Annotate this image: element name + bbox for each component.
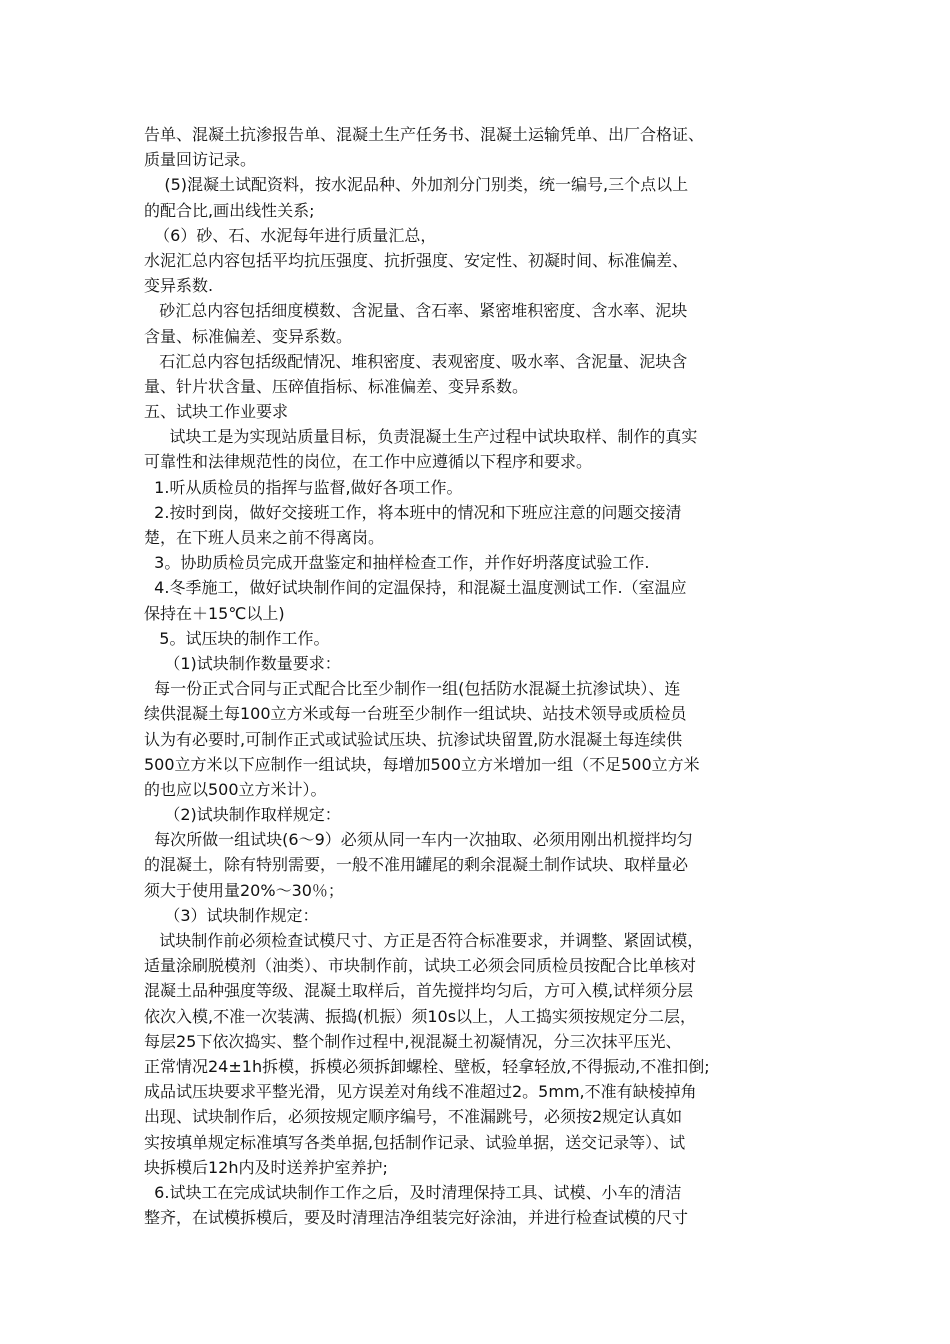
text-line: （3）试块制作规定：: [144, 905, 319, 925]
text-line: 2.按时到岗，做好交接班工作，将本班中的情况和下班应注意的问题交接清: [144, 502, 682, 522]
text-line: 可靠性和法律规范性的岗位，在工作中应遵循以下程序和要求。: [144, 452, 593, 472]
text-line: 每一份正式合同与正式配合比至少制作一组(包括防水混凝土抗渗试块）、连: [144, 679, 681, 699]
text-line: 成品试压块要求平整光滑，见方误差对角线不准超过2。5mm,不准有缺棱掉角: [144, 1082, 697, 1102]
text-line: 块拆模后12h内及时送养护室养护;: [144, 1157, 388, 1177]
text-line: 整齐，在试模拆模后，要及时清理洁净组装完好涂油，并进行检查试模的尺寸: [144, 1208, 689, 1228]
text-line: 量、针片状含量、压碎值指标、标准偏差、变异系数。: [144, 376, 529, 396]
text-line: 的也应以500立方米计）。: [144, 779, 327, 799]
text-line: 出现、试块制作后，必须按规定顺序编号，不准漏跳号，必须按2规定认真如: [144, 1107, 683, 1127]
text-line: 保持在＋15℃以上): [144, 603, 285, 623]
text-line: 3。协助质检员完成开盘鉴定和抽样检查工作，并作好坍落度试验工作.: [144, 553, 650, 573]
text-line: 5。试压块的制作工作。: [144, 628, 330, 648]
text-line: 每层25下依次捣实、整个制作过程中,视混凝土初凝情况，分三次抹平压光、: [144, 1031, 682, 1051]
text-line: （2)试块制作取样规定：: [144, 805, 341, 825]
text-line: (5)混凝土试配资料，按水泥品种、外加剂分门别类，统一编号,三个点以上: [144, 175, 689, 195]
text-line: 500立方米以下应制作一组试块，每增加500立方米增加一组（不足500立方米: [144, 754, 700, 774]
text-line: 试块工是为实现站质量目标，负责混凝土生产过程中试块取样、制作的真实: [144, 427, 698, 447]
text-line: （1)试块制作数量要求：: [144, 653, 341, 673]
text-line: 试块制作前必须检查试模尺寸、方正是否符合标准要求，并调整、紧固试模，: [144, 931, 704, 950]
text-line: 依次入模,不准一次装满、振捣(机振）须10s以上，人工捣实须按规定分二层，: [144, 1006, 697, 1026]
text-line: 告单、混凝土抗渗报告单、混凝土生产任务书、混凝土运输凭单、出厂合格证、: [144, 125, 705, 144]
text-line: 1.听从质检员的指挥与监督,做好各项工作。: [144, 477, 463, 497]
document-body: [144, 122, 814, 1230]
text-line: 质量回访记录。: [144, 150, 257, 170]
text-line: 须大于使用量20%～30％；: [144, 880, 344, 900]
text-line: （6）砂、石、水泥每年进行质量汇总，: [144, 225, 437, 245]
text-line: 砂汇总内容包括细度模数、含泥量、含石率、紧密堆积密度、含水率、泥块: [144, 301, 688, 321]
text-line: 混凝土品种强度等级、混凝土取样后，首先搅拌均匀后，方可入模,试样须分层: [144, 981, 694, 1001]
text-line: 续供混凝土每100立方米或每一台班至少制作一组试块、站技术领导或质检员: [144, 704, 687, 724]
text-line: 适量涂刷脱模剂（油类）、市块制作前，试块工必须会同质检员按配合比单核对: [144, 956, 697, 976]
text-line: 五、试块工作业要求: [144, 402, 289, 422]
text-line: 每次所做一组试块(6～9）必须从同一车内一次抽取、必须用刚出机搅拌均匀: [144, 830, 693, 850]
text-line: 实按填单规定标准填写各类单据,包括制作记录、试验单据，送交记录等）、试: [144, 1132, 686, 1152]
text-line: 正常情况24±1h拆模，拆模必须拆卸螺栓、壁板，轻拿轻放,不得振动,不准扣倒;: [144, 1056, 710, 1076]
text-line: 水泥汇总内容包括平均抗压强度、抗折强度、安定性、初凝时间、标准偏差、: [144, 250, 689, 270]
text-line: 4.冬季施工，做好试块制作间的定温保持，和混凝土温度测试工作.（室温应: [144, 578, 687, 598]
text-line: 6.试块工在完成试块制作工作之后，及时清理保持工具、试模、小车的清洁: [144, 1182, 682, 1202]
text-line: 变异系数.: [144, 276, 214, 296]
text-line: 含量、标准偏差、变异系数。: [144, 326, 353, 346]
text-line: 楚，在下班人员来之前不得离岗。: [144, 528, 385, 547]
text-line: 石汇总内容包括级配情况、堆积密度、表观密度、吸水率、含泥量、泥块含: [144, 351, 688, 371]
text-line: 认为有必要时,可制作正式或试验试压块、抗渗试块留置,防水混凝土每连续供: [144, 729, 683, 749]
text-line: 的配合比,画出线性关系;: [144, 200, 315, 220]
text-line: 的混凝土，除有特别需要，一般不准用罐尾的剩余混凝土制作试块、取样量必: [144, 855, 689, 875]
